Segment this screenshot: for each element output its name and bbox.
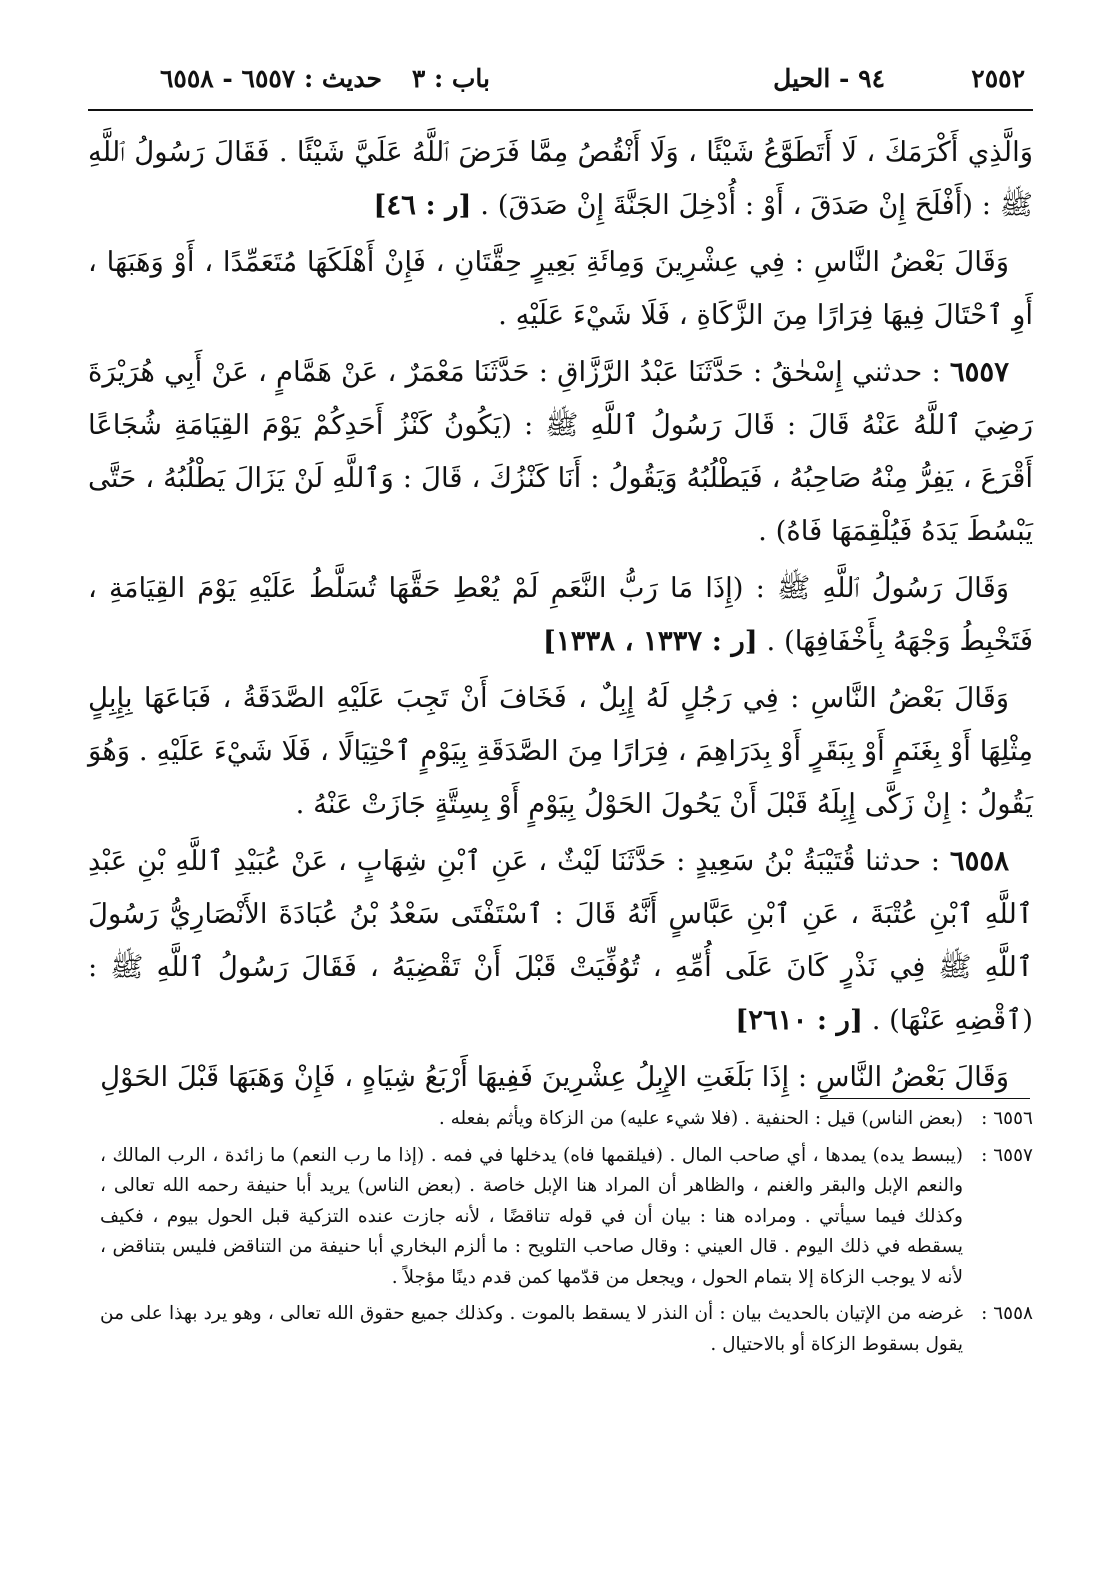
cross-reference: [ر : ١٣٣٧ ، ١٣٣٨]	[542, 625, 758, 657]
footnote-divider	[820, 1098, 1030, 1099]
hadith-6557	[88, 346, 1033, 558]
footnote	[100, 1104, 1033, 1135]
hadith-text: : حدثنا قُتَيْبَةُ بْنُ سَعِيدٍ : حَدَّثَنَا لَيْثٌ ، عَنِ ٱبْنِ شِهَابٍ ، عَنْ عُبَيْدِ ٱللَّهِ بْنِ عَبْدِ ٱللَّهِ ٱبْنِ عُتْبَةَ ، عَنِ ٱبْنِ عَبَّاسٍ أَنَّهُ قَالَ : ٱسْتَفْتَى سَعْدُ بْنُ عُبَادَةَ الأَنْصَارِيُّ رَسُولَ ٱللَّهِ ﷺ فِي نَذْرٍ كَانَ عَلَى أُمِّهِ ، تُوُفِّيَتْ قَبْلَ أَنْ تَقْضِيَهُ ، فَقَالَ رَسُولُ ٱللَّهِ ﷺ : (ٱقْضِهِ عَنْهَا) .	[88, 845, 1033, 1036]
header-divider	[88, 109, 1033, 111]
paragraph-text: وَالَّذِي أَكْرَمَكَ ، لَا أَتَطَوَّعُ شَيْئًا ، وَلَا أَنْقُصُ مِمَّا فَرَضَ ٱللَّهُ عَلَيَّ شَيْئًا . فَقَالَ رَسُولُ ٱللَّهِ ﷺ : (أَفْلَحَ إِنْ صَدَقَ ، أَوْ : أُدْخِلَ الجَنَّةَ إِنْ صَدَقَ) .	[88, 136, 1033, 221]
paragraph	[88, 1051, 1033, 1104]
paragraph	[88, 126, 1033, 232]
footnote-number: ٦٥٥٨ :	[981, 1303, 1033, 1324]
footnote-text: (يبسط يده) يمدها ، أي صاحب المال . (فيلقمها فاه) يدخلها في فمه . (إذا ما رب النعم) ما زائدة ، الرب المالك ، والنعم الإبل والبقر والغنم ، والظاهر أن المراد هنا الإبل خاصة . (بعض الناس) يريد أبا حنيفة رحمه الله تعالى ، وكذلك فيما سيأتي . ومراده هنا : بيان أن في قوله تناقضًا ، لأنه جازت عنده التزكية قبل الحول بيوم ، فكيف يسقطه في ذلك اليوم . قال العيني : وقال صاحب التلويح : ما ألزم البخاري أبا حنيفة من التناقض فليس بتناقض ، لأنه لا يوجب الزكاة إلا بتمام الحول ، ويجعل من قدّمها كمن قدم دينًا مؤجلاً .	[100, 1144, 963, 1288]
hadith-number: ٦٥٥٨	[949, 845, 1009, 877]
paragraph	[88, 562, 1033, 668]
paragraph	[88, 236, 1033, 342]
cross-reference: [ر : ٢٦١٠]	[735, 1004, 863, 1036]
paragraph-text: وَقَالَ بَعْضُ النَّاسِ : فِي عِشْرِينَ وَمِائَةِ بَعِيرٍ حِقَّتَانِ ، فَإِنْ أَهْلَكَهَا مُتَعَمِّدًا ، أَوْ وَهَبَهَا ، أَوِ ٱحْتَالَ فِيهَا فِرَارًا مِنَ الزَّكَاةِ ، فَلَا شَيْءَ عَلَيْهِ .	[88, 246, 1033, 331]
paragraph-text: وَقَالَ بَعْضُ النَّاسِ : إِذَا بَلَغَتِ الإِبِلُ عِشْرِينَ فَفِيهَا أَرْبَعُ شِيَاهٍ ، فَإِنْ وَهَبَهَا قَبْلَ الحَوْلِ	[100, 1061, 1009, 1093]
hadith-range: حديث : ٦٥٥٧ - ٦٥٥٨	[160, 64, 382, 93]
footnote-text: (بعض الناس) قيل : الحنفية . (فلا شيء عليه) من الزكاة ويأثم بفعله .	[438, 1108, 963, 1129]
chapter-label: باب : ٣	[411, 64, 490, 93]
footnote-number: ٦٥٥٦ :	[981, 1108, 1033, 1129]
footnote	[100, 1299, 1033, 1360]
page-number: ٢٥٥٢	[971, 64, 1025, 93]
paragraph	[88, 672, 1033, 831]
hadith-number: ٦٥٥٧	[949, 356, 1009, 388]
hadith-6558	[88, 835, 1033, 1047]
main-text	[88, 126, 1033, 1093]
running-header	[160, 52, 1025, 102]
footnote-number: ٦٥٥٧ :	[981, 1144, 1033, 1166]
hadith-text: : حدثني إِسْحٰقُ : حَدَّثَنَا عَبْدُ الرَّزَّاقِ : حَدَّثَنَا مَعْمَرٌ ، عَنْ هَمَّامٍ ، عَنْ أَبِي هُرَيْرَةَ رَضِيَ ٱللَّهُ عَنْهُ قَالَ : قَالَ رَسُولُ ٱللَّهِ ﷺ : (يَكُونُ كَنْزُ أَحَدِكُمْ يَوْمَ القِيَامَةِ شُجَاعًا أَقْرَعَ ، يَفِرُّ مِنْهُ صَاحِبُهُ ، فَيَطْلُبُهُ وَيَقُولُ : أَنَا كَنْزُكَ ، قَالَ : وَٱللَّهِ لَنْ يَزَالَ يَطْلُبُهُ ، حَتَّى يَبْسُطَ يَدَهُ فَيُلْقِمَهَا فَاهُ) .	[88, 356, 1033, 547]
cross-reference: [ر : ٤٦]	[373, 189, 472, 221]
footnote	[100, 1141, 1033, 1294]
book-title: ٩٤ - الحيل	[773, 64, 885, 93]
footnote-text: غرضه من الإتيان بالحديث بيان : أن النذر لا يسقط بالموت . وكذلك جميع حقوق الله تعالى ، وهو يرد بهذا على من يقول بسقوط الزكاة أو بالاحتيال .	[100, 1303, 963, 1355]
footnotes	[100, 1104, 1033, 1366]
paragraph-text: وَقَالَ بَعْضُ النَّاسِ : فِي رَجُلٍ لَهُ إِبِلٌ ، فَخَافَ أَنْ تَجِبَ عَلَيْهِ الصَّدَقَةُ ، فَبَاعَهَا بِإِبِلٍ مِثْلِهَا أَوْ بِغَنَمٍ أَوْ بِبَقَرٍ أَوْ بِدَرَاهِمَ ، فِرَارًا مِنَ الصَّدَقَةِ بِيَوْمٍ ٱحْتِيَالًا ، فَلَا شَيْءَ عَلَيْهِ . وَهُوَ يَقُولُ : إِنْ زَكَّى إِبِلَهُ قَبْلَ أَنْ يَحُولَ الحَوْلُ بِيَوْمٍ أَوْ بِسِتَّةٍ جَازَتْ عَنْهُ .	[88, 682, 1033, 820]
paragraph-text: وَقَالَ رَسُولُ ٱللَّهِ ﷺ : (إِذَا مَا رَبُّ النَّعَمِ لَمْ يُعْطِ حَقَّهَا تُسَلَّطُ عَلَيْهِ يَوْمَ القِيَامَةِ ، فَتَخْبِطُ وَجْهَهُ بِأَخْفَافِهَا) .	[88, 572, 1033, 657]
